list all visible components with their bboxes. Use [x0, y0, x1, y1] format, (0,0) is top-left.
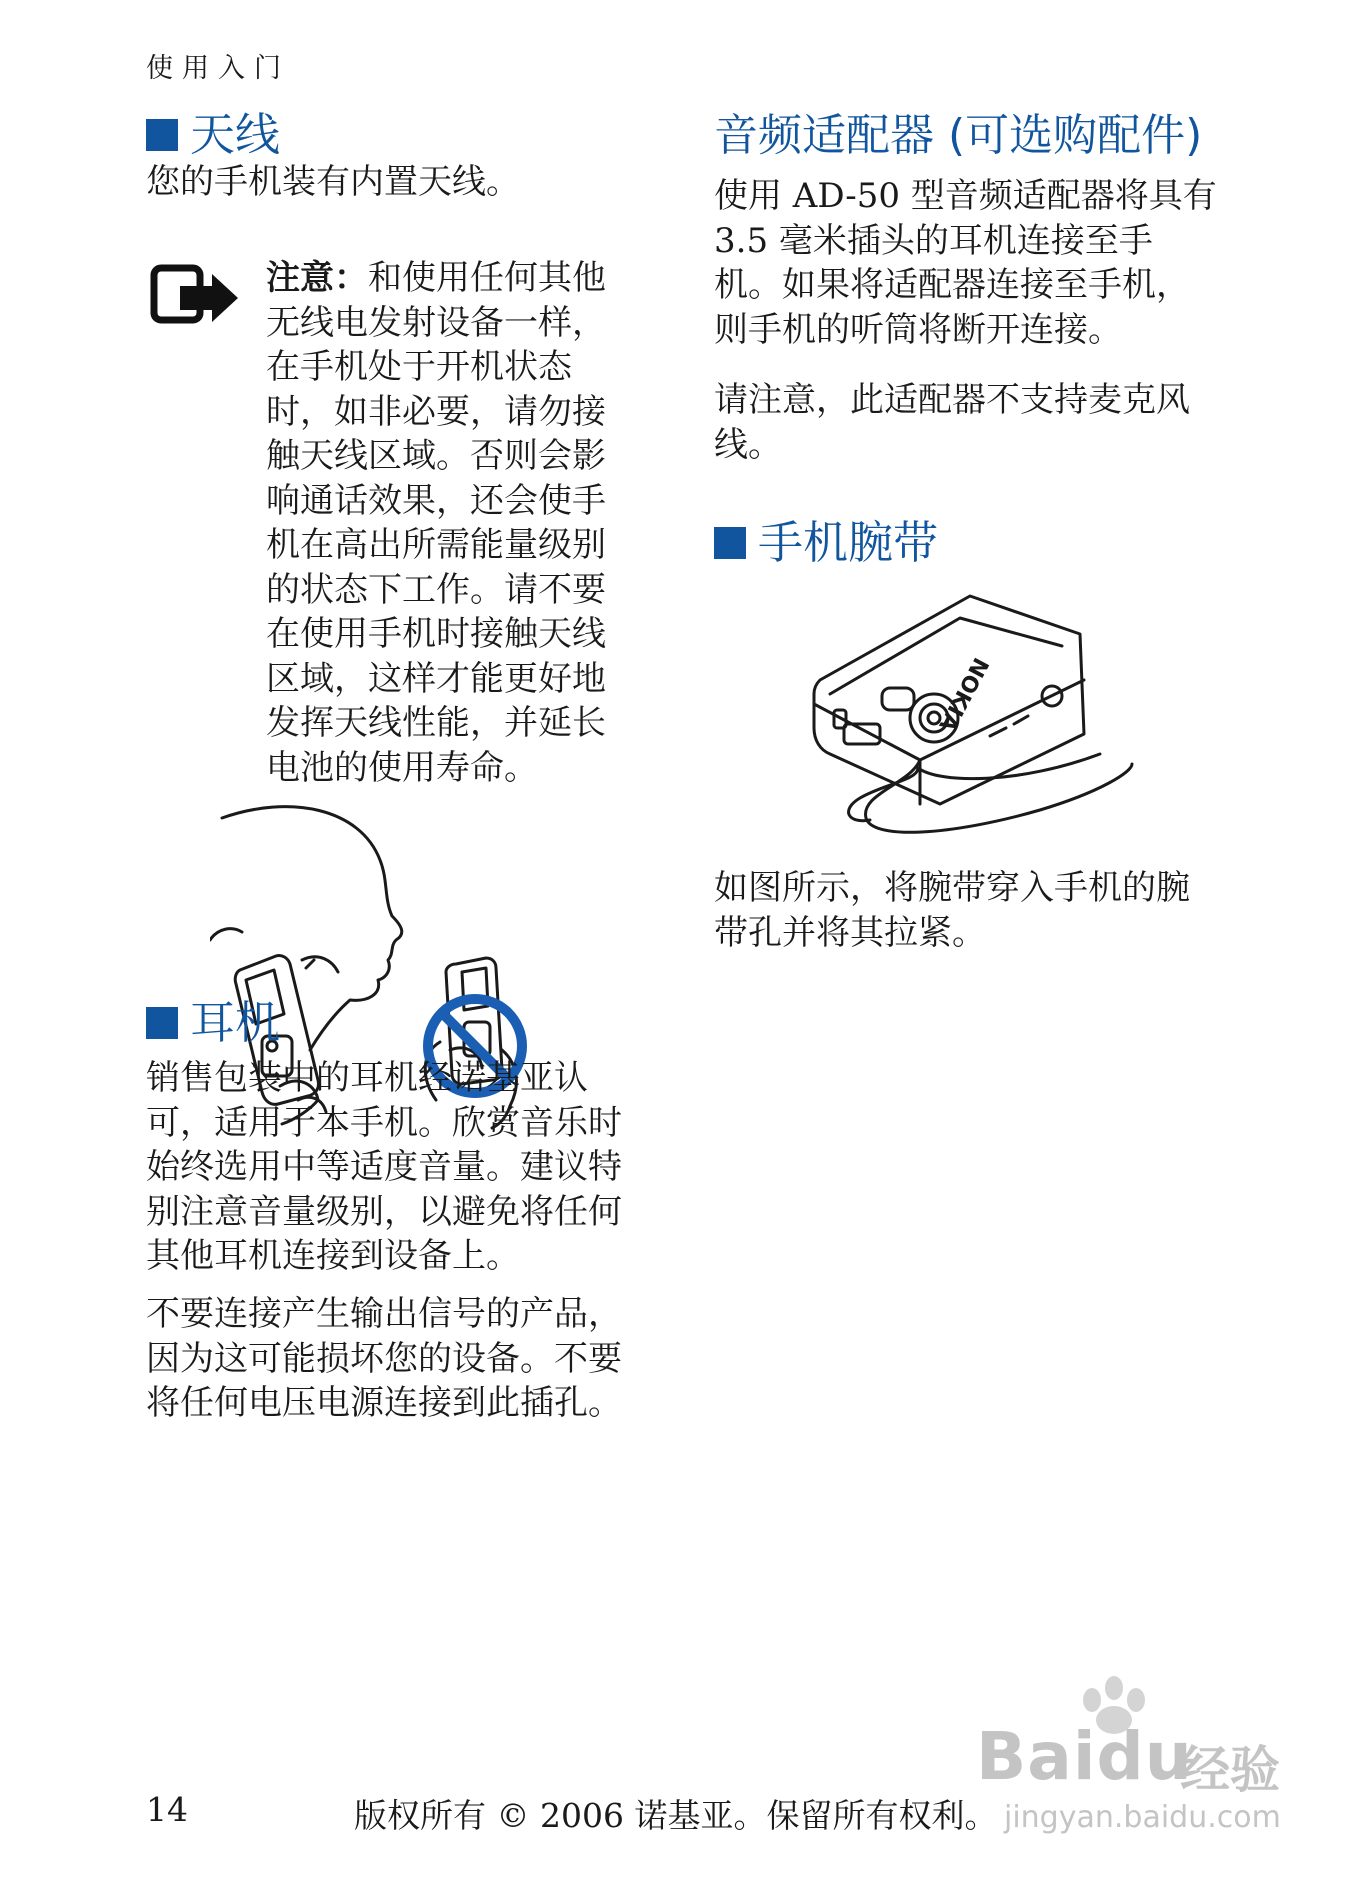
copyright-text: 版权所有 © 2006 诺基亚。保留所有权利。: [354, 1796, 998, 1835]
headset-line: 将任何电压电源连接到此插孔。: [146, 1383, 622, 1423]
headset-heading-text: 耳机: [190, 996, 281, 1049]
headset-line: 销售包装中的耳机经诺基亚认: [146, 1058, 588, 1098]
adapter-line: 3.5 毫米插头的耳机连接至手: [714, 220, 1153, 261]
note-label: 注意：: [266, 258, 368, 298]
audio-adapter-paragraph-1: [714, 174, 1217, 352]
audio-adapter-heading-text: 音频适配器 (可选购配件): [714, 110, 1203, 161]
strap-heading: [714, 516, 939, 569]
headset-line: 不要连接产生输出信号的产品，: [146, 1294, 622, 1334]
running-header: 使用入门: [146, 53, 290, 84]
note-line: 和使用任何其他: [368, 258, 606, 298]
wrist-strap-illustration: [800, 584, 1140, 844]
antenna-intro: 您的手机装有内置天线。: [146, 162, 520, 202]
note-hand-icon: [150, 262, 240, 328]
note-line: 时，如非必要，请勿接: [266, 391, 606, 432]
watermark-label: 经验: [1180, 1741, 1280, 1799]
audio-adapter-heading: [714, 110, 1203, 161]
watermark-url: jingyan.baidu.com: [1004, 1800, 1281, 1835]
strap-caption-line: 带孔并将其拉紧。: [714, 912, 986, 953]
note-line: 无线电发射设备一样，: [266, 302, 606, 343]
page-number: 14: [146, 1790, 188, 1829]
note-line: 的状态下工作。请不要: [266, 569, 606, 610]
note-line: 发挥天线性能，并延长: [266, 703, 606, 743]
headset-line: 别注意音量级别，以避免将任何: [146, 1191, 622, 1232]
headset-paragraph-2: [146, 1292, 622, 1426]
headset-paragraph-1: [146, 1056, 622, 1279]
adapter-line: 则手机的听筒将断开连接。: [714, 309, 1122, 350]
section-square-icon: [146, 1007, 178, 1039]
audio-adapter-paragraph-2: [714, 378, 1190, 467]
adapter-line: 机。如果将适配器连接至手机，: [714, 265, 1190, 305]
section-square-icon: [714, 527, 746, 559]
adapter-line: 线。: [714, 424, 782, 465]
headset-line: 可，适用于本手机。欣赏音乐时: [146, 1102, 622, 1143]
note-line: 触天线区域。否则会影: [266, 436, 606, 476]
note-line: 区域，这样才能更好地: [266, 658, 606, 699]
note-line: 电池的使用寿命。: [266, 747, 538, 788]
note-line: 机在高出所需能量级别: [266, 525, 606, 565]
strap-caption-line: 如图所示，将腕带穿入手机的腕: [714, 868, 1190, 908]
antenna-heading-text: 天线: [190, 108, 281, 161]
headset-line: 始终选用中等适度音量。建议特: [146, 1147, 622, 1187]
note-line: 在使用手机时接触天线: [266, 614, 606, 654]
headset-line: 其他耳机连接到设备上。: [146, 1236, 520, 1276]
watermark-brand: [976, 1718, 1193, 1795]
note-line: 响通话效果，还会使手: [266, 480, 606, 521]
strap-caption: [714, 866, 1190, 955]
headset-line: 因为这可能损坏您的设备。不要: [146, 1338, 622, 1379]
watermark-brand-part: du: [1096, 1718, 1193, 1795]
headset-heading: [146, 996, 281, 1049]
nokia-brand-text: NOKIA: [933, 653, 993, 736]
antenna-note: [266, 256, 606, 790]
section-square-icon: [146, 119, 178, 151]
watermark-brand-part: Bai: [976, 1718, 1097, 1795]
strap-heading-text: 手机腕带: [758, 516, 939, 569]
adapter-line: 请注意，此适配器不支持麦克风: [714, 380, 1190, 420]
adapter-line: 使用 AD-50 型音频适配器将具有: [714, 176, 1217, 216]
antenna-heading: [146, 108, 281, 161]
note-line: 在手机处于开机状态: [266, 347, 572, 387]
